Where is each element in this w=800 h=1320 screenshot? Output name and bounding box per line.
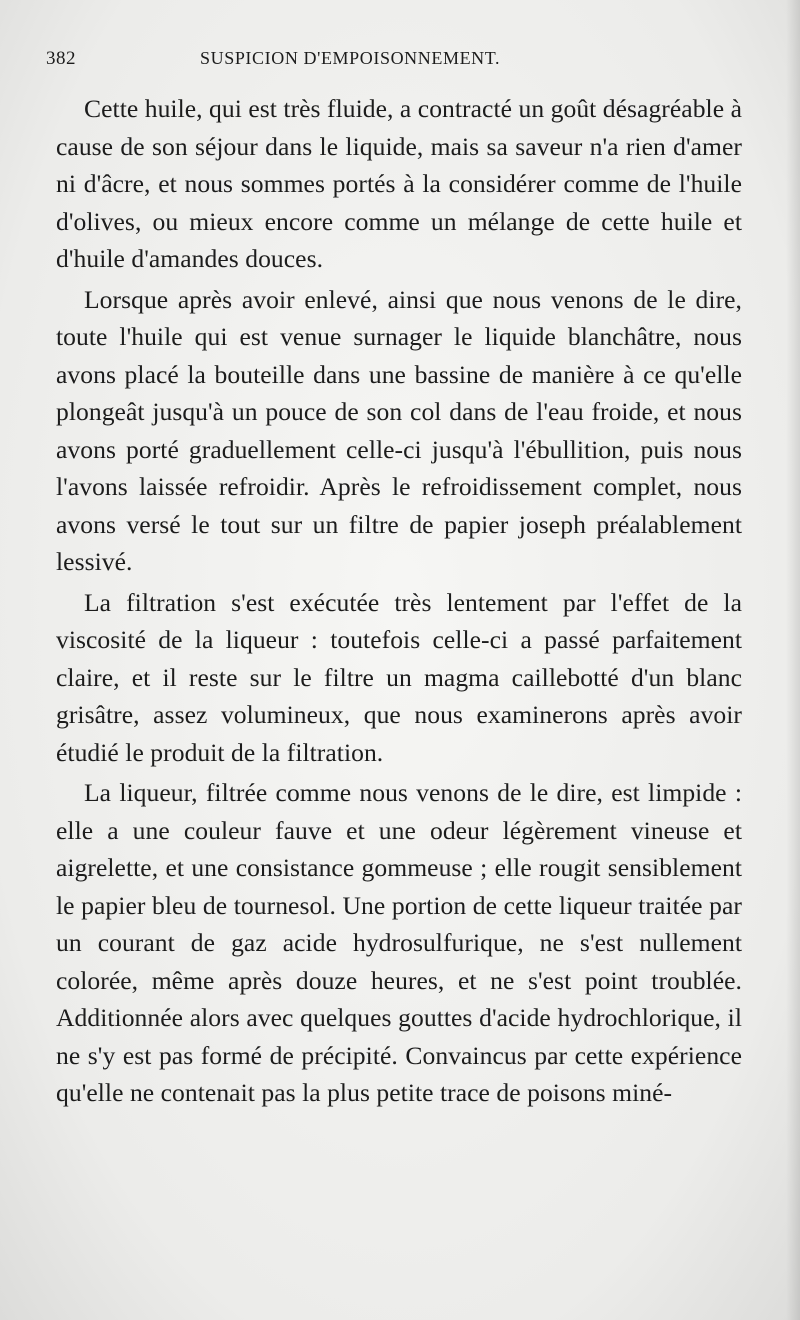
page-edge-shadow bbox=[786, 0, 800, 1320]
paragraph-liquor-analysis: La liqueur, filtrée comme nous venons de le dire, est limpide : elle a une couleur fauve et une odeur légèrement vineuse et aigrelette, et une consistance gommeuse ; elle rougit sensiblement le papier bleu de tournesol. Une portion de cette liqueur traitée par un courant de gaz acide hydrosulfurique, ne s'est nullement colorée, même après douze heures, et ne s'est point troublée. Additionnée alors avec quelques gouttes d'acide hydrochlorique, il ne s'y est pas formé de précipité. Convaincus par cette expérience qu'elle ne contenait pas la plus petite trace de poisons miné- bbox=[56, 778, 742, 1107]
running-title: SUSPICION D'EMPOISONNEMENT. bbox=[200, 48, 501, 68]
page-number: 382 bbox=[46, 48, 76, 69]
paragraph-heating-procedure: Lorsque après avoir enlevé, ainsi que nous venons de le dire, toute l'huile qui est venue surnager le liquide blanchâtre, nous avons placé la bouteille dans une bassine de manière à ce qu'elle plongeât jusqu'à un pouce de son col dans de l'eau froide, et nous avons porté graduellement celle-ci jusqu'à l'ébullition, puis nous l'avons laissée refroidir. Après le refroidissement complet, nous avons versé le tout sur un filtre de papier joseph préalablement lessivé. bbox=[56, 284, 742, 576]
body-text bbox=[56, 90, 742, 1115]
paragraph-oil-description: Cette huile, qui est très fluide, a contracté un goût désagréable à cause de son séjour dans le liquide, mais sa saveur n'a rien d'amer ni d'âcre, et nous sommes portés à la considérer comme de l'huile d'olives, ou mieux encore comme un mélange de cette huile et d'huile d'amandes douces. bbox=[56, 94, 742, 273]
paragraph-filtration: La filtration s'est exécutée très lentement par l'effet de la viscosité de la liqueur : toutefois celle-ci a passé parfaitement claire, et il reste sur le filtre un magma caillebotté d'un blanc grisâtre, assez volumineux, que nous examinerons après avoir étudié le produit de la filtration. bbox=[56, 587, 742, 767]
page-header bbox=[0, 48, 800, 78]
